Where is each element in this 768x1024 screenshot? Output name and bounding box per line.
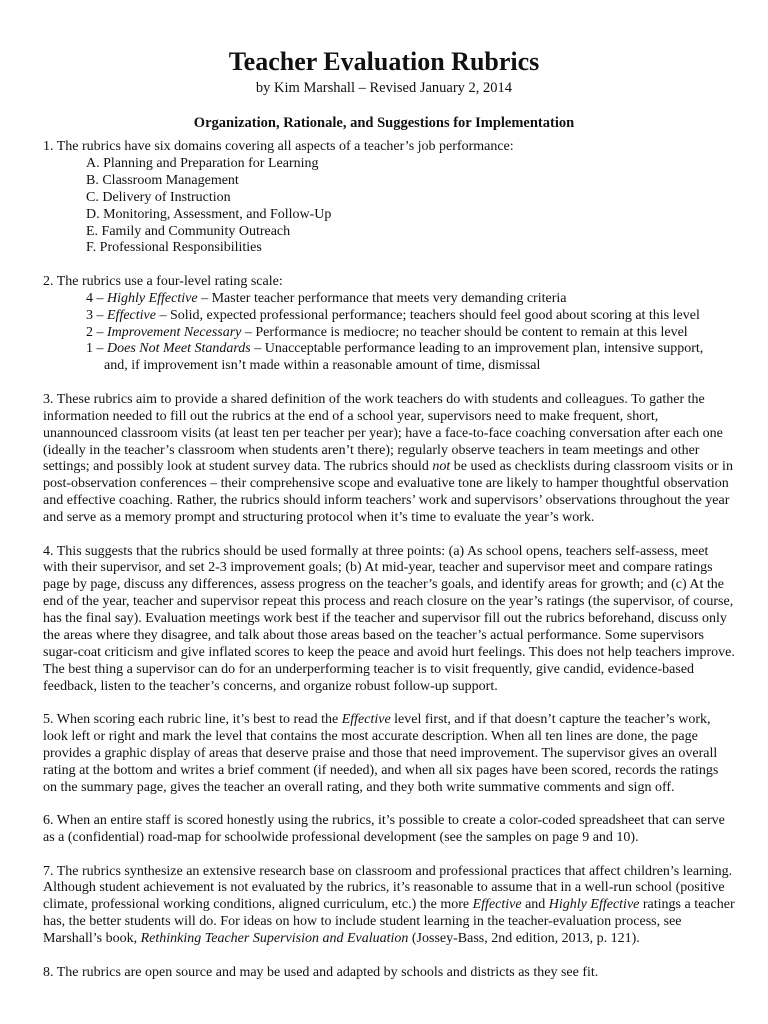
- section-1-lead: 1. The rubrics have six domains covering all aspects of a teacher’s job performance:: [43, 139, 514, 154]
- level-description: – Solid, expected professional performance; teachers should feel good about scoring at this level: [155, 307, 700, 323]
- level-number: 1 –: [86, 341, 107, 357]
- level-number: 3 –: [86, 307, 107, 323]
- section-7-text: 7. The rubrics synthesize an extensive research base on classroom and professional practices that affect children’s learning. Although student achievement is not evaluated by the rubrics, it’s reasonable to assume that in a well-run school (positive climate, professional working conditions, aligned curriculum, etc.) the more: [43, 863, 733, 913]
- section-3-text: 3. These rubrics aim to provide a shared definition of the work teachers do with students and colleagues. To gather the information needed to fill out the rubrics at the end of a school year, supervisors need to make frequent, short, unannounced classroom visits (at least ten per teacher per year); have a face-to-face coaching conversation after each one (ideally in the teacher’s classroom when students aren’t there); regularly observe teachers in team meetings and other settings; and possibly look at student survey data. The rubrics should: [43, 391, 723, 475]
- section-3: [43, 392, 735, 527]
- level-description: – Performance is mediocre; no teacher should be content to remain at this level: [241, 324, 688, 340]
- domain-item: B. Classroom Management: [86, 172, 239, 188]
- document-byline: by Kim Marshall – Revised January 2, 2014: [255, 80, 513, 96]
- domain-item: E. Family and Community Outreach: [86, 223, 291, 239]
- section-5-text-cont: level first, and if that doesn’t capture the teacher’s work, look left or right and mark the level that contains the most accurate description. When all ten lines are done, the page provides a graphic display of areas that deserve praise and those that need improvement. The supervisor gives an overall rating at the bottom and writes a brief comment (if needed), and when all six pages have been scored, records the ratings on the summary page, gives the teacher an overall rating, and they both write summative comments and sign off.: [43, 712, 719, 795]
- document-body: [43, 139, 735, 998]
- section-5-emphasis: Effective: [341, 712, 391, 728]
- section-7-emphasis: Highly Effective: [548, 897, 640, 913]
- section-1: [43, 139, 735, 257]
- rating-level-1-continued: and, if improvement isn’t made within a reasonable amount of time, dismissal: [104, 358, 541, 374]
- domain-item: F. Professional Responsibilities: [86, 240, 262, 256]
- level-name: Improvement Necessary: [107, 324, 242, 340]
- book-title: Rethinking Teacher Supervision and Evaluation: [140, 931, 409, 947]
- domain-item: D. Monitoring, Assessment, and Follow-Up: [86, 206, 332, 222]
- level-number: 4 –: [86, 290, 107, 306]
- section-5: [43, 712, 735, 797]
- level-description: – Master teacher performance that meets very demanding criteria: [197, 290, 567, 306]
- domain-item: C. Delivery of Instruction: [86, 189, 231, 205]
- level-name: Highly Effective: [107, 290, 198, 306]
- section-5-text: 5. When scoring each rubric line, it’s best to read the: [43, 712, 342, 728]
- document-subtitle: Organization, Rationale, and Suggestions for Implementation: [193, 115, 575, 131]
- rating-level-1: [43, 341, 735, 358]
- domain-item: A. Planning and Preparation for Learning: [86, 155, 319, 171]
- document-title: Teacher Evaluation Rubrics: [228, 47, 540, 76]
- section-7: [43, 864, 735, 949]
- section-2: [43, 274, 735, 375]
- section-6: 6. When an entire staff is scored honestly using the rubrics, it’s possible to create a color-coded spreadsheet that can serve as a (confidential) road-map for schoolwide professional development (see the samples on page 9 and 10).: [43, 813, 725, 846]
- section-7-text: ratings a teacher has, the better students will do. For ideas on how to include student learning in the teacher-evaluation process, see Marshall’s book,: [43, 897, 735, 947]
- level-name: Effective: [107, 307, 156, 323]
- rating-level-3: [43, 308, 735, 325]
- level-description: – Unacceptable performance leading to an improvement plan, intensive support,: [250, 341, 704, 357]
- rating-level-2: [43, 325, 735, 342]
- level-number: 2 –: [86, 324, 107, 340]
- section-7-emphasis: Effective: [472, 897, 522, 913]
- rating-level-4: [43, 291, 735, 308]
- level-name: Does Not Meet Standards: [107, 341, 251, 357]
- section-3-emphasis: not: [432, 459, 451, 475]
- section-3-text-cont: be used as checklists during classroom visits or in post-observation conferences – their comprehensive scope and evaluative tone are likely to hamper thoughtful observation and effective coaching. Rather, the rubrics should inform teachers’ work and supervisors’ observations throughout the year and serve as a memory prompt and structuring protocol when it’s time to evaluate the year’s work.: [43, 459, 733, 526]
- section-4: 4. This suggests that the rubrics should be used formally at three points: (a) As school opens, teachers self-assess, meet with their supervisor, and set 2-3 improvement goals; (b) At mid-year, teacher and supervisor meet and compare ratings page by page, discuss any differences, assess progress on the teacher’s goals, and identify areas for growth; and (c) At the end of the year, teacher and supervisor repeat this process and reach closure on the year’s ratings (the supervisor, of course, has the final say). Evaluation meetings work best if the teacher and supervisor fill out the rubrics beforehand, discuss only the areas where they disagree, and talk about those areas based on the teacher’s actual performance. Some supervisors sugar-coat criticism and give inflated scores to keep the peace and avoid hurt feelings. This does not help teachers improve. The best thing a supervisor can do for an underperforming teacher is to visit frequently, give candid, evidence-based feedback, listen to the teacher’s concerns, and organize robust follow-up support.: [43, 543, 735, 694]
- section-7-text: and: [521, 897, 549, 913]
- section-7-text: (Jossey-Bass, 2nd edition, 2013, p. 121).: [408, 931, 640, 947]
- section-2-lead: 2. The rubrics use a four-level rating scale:: [43, 273, 283, 289]
- section-8: 8. The rubrics are open source and may be used and adapted by schools and districts as they see fit.: [43, 964, 599, 980]
